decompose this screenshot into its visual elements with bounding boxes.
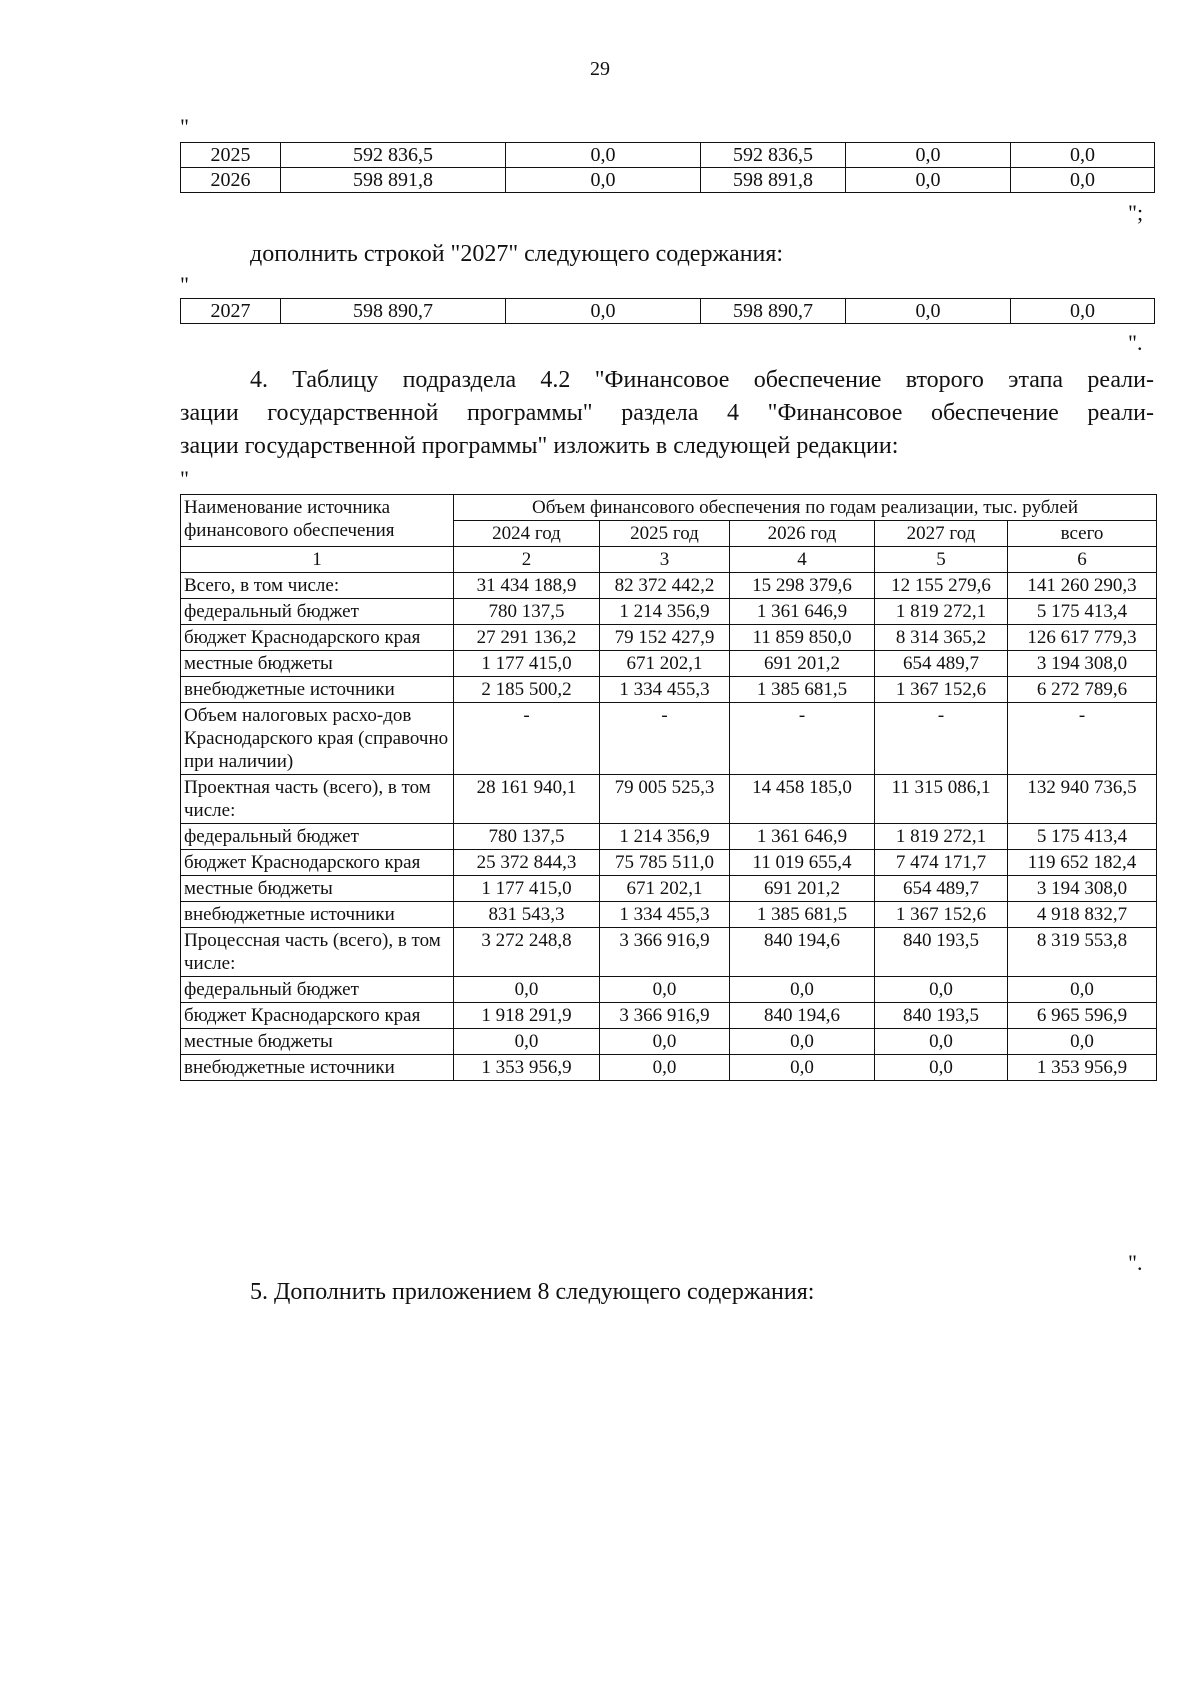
table-row bbox=[181, 928, 1157, 977]
table-row bbox=[181, 876, 1157, 902]
value-cell: 5 175 413,4 bbox=[1008, 599, 1157, 625]
value-cell: 780 137,5 bbox=[454, 824, 600, 850]
value-cell: 840 194,6 bbox=[730, 1003, 875, 1029]
value-cell: 75 785 511,0 bbox=[600, 850, 730, 876]
value-cell: 3 366 916,9 bbox=[600, 928, 730, 977]
value-cell: 27 291 136,2 bbox=[454, 625, 600, 651]
value-cell: 691 201,2 bbox=[730, 876, 875, 902]
row-label: Объем налоговых расхо-дов Краснодарского края (справочно при наличии) bbox=[181, 703, 454, 775]
value-cell: 126 617 779,3 bbox=[1008, 625, 1157, 651]
page-number: 29 bbox=[590, 58, 610, 80]
value-cell: 1 214 356,9 bbox=[600, 824, 730, 850]
closing-quote-period: ". bbox=[1128, 330, 1143, 355]
value-cell: 1 334 455,3 bbox=[600, 902, 730, 928]
value-cell: 1 361 646,9 bbox=[730, 824, 875, 850]
value-cell: 11 019 655,4 bbox=[730, 850, 875, 876]
value-cell: 1 819 272,1 bbox=[875, 824, 1008, 850]
value-cell: 1 214 356,9 bbox=[600, 599, 730, 625]
value-cell: 79 005 525,3 bbox=[600, 775, 730, 824]
value-cell: 6 272 789,6 bbox=[1008, 677, 1157, 703]
value-cell: 132 940 736,5 bbox=[1008, 775, 1157, 824]
value-cell: 691 201,2 bbox=[730, 651, 875, 677]
value-cell: 82 372 442,2 bbox=[600, 573, 730, 599]
table-row bbox=[181, 168, 1155, 193]
row-label: бюджет Краснодарского края bbox=[181, 850, 454, 876]
table-cell: 592 836,5 bbox=[281, 143, 506, 168]
value-cell: 840 193,5 bbox=[875, 928, 1008, 977]
value-cell: 8 319 553,8 bbox=[1008, 928, 1157, 977]
table-cell: 598 891,8 bbox=[281, 168, 506, 193]
table-years-2025-2026 bbox=[180, 142, 1155, 193]
table-row bbox=[181, 850, 1157, 876]
value-cell: 654 489,7 bbox=[875, 876, 1008, 902]
table-row bbox=[181, 977, 1157, 1003]
header-row-column-numbers bbox=[181, 547, 1157, 573]
header-column-number: 4 bbox=[730, 547, 875, 573]
header-column-number: 6 bbox=[1008, 547, 1157, 573]
value-cell: 0,0 bbox=[1008, 977, 1157, 1003]
table-cell: 0,0 bbox=[846, 299, 1011, 324]
value-cell: 6 965 596,9 bbox=[1008, 1003, 1157, 1029]
value-cell: 1 819 272,1 bbox=[875, 599, 1008, 625]
value-cell: 0,0 bbox=[875, 1055, 1008, 1081]
value-cell: 4 918 832,7 bbox=[1008, 902, 1157, 928]
value-cell: - bbox=[1008, 703, 1157, 775]
value-cell: 1 367 152,6 bbox=[875, 902, 1008, 928]
row-label: федеральный бюджет bbox=[181, 599, 454, 625]
value-cell: 79 152 427,9 bbox=[600, 625, 730, 651]
table-row bbox=[181, 824, 1157, 850]
table-row bbox=[181, 143, 1155, 168]
value-cell: 0,0 bbox=[600, 977, 730, 1003]
table-row bbox=[181, 599, 1157, 625]
value-cell: 1 353 956,9 bbox=[1008, 1055, 1157, 1081]
value-cell: 8 314 365,2 bbox=[875, 625, 1008, 651]
table-row bbox=[181, 1055, 1157, 1081]
value-cell: 1 361 646,9 bbox=[730, 599, 875, 625]
closing-quote-semicolon: "; bbox=[1128, 200, 1144, 225]
value-cell: 0,0 bbox=[454, 1029, 600, 1055]
row-label: Всего, в том числе: bbox=[181, 573, 454, 599]
table-cell: 0,0 bbox=[506, 168, 701, 193]
value-cell: - bbox=[600, 703, 730, 775]
text-add-row: дополнить строкой "2027" следующего содержания: bbox=[250, 241, 784, 267]
table-cell: 2027 bbox=[181, 299, 281, 324]
value-cell: 3 366 916,9 bbox=[600, 1003, 730, 1029]
value-cell: 5 175 413,4 bbox=[1008, 824, 1157, 850]
value-cell: 0,0 bbox=[600, 1055, 730, 1081]
value-cell: 14 458 185,0 bbox=[730, 775, 875, 824]
header-year: всего bbox=[1008, 521, 1157, 547]
financing-table bbox=[180, 494, 1157, 1081]
value-cell: 15 298 379,6 bbox=[730, 573, 875, 599]
row-label: местные бюджеты bbox=[181, 876, 454, 902]
row-label: федеральный бюджет bbox=[181, 977, 454, 1003]
value-cell: 31 434 188,9 bbox=[454, 573, 600, 599]
header-volume: Объем финансового обеспечения по годам реализации, тыс. рублей bbox=[454, 495, 1157, 521]
header-column-number: 2 bbox=[454, 547, 600, 573]
table-cell: 2025 bbox=[181, 143, 281, 168]
row-label: бюджет Краснодарского края bbox=[181, 1003, 454, 1029]
value-cell: 1 385 681,5 bbox=[730, 677, 875, 703]
value-cell: 671 202,1 bbox=[600, 876, 730, 902]
value-cell: 0,0 bbox=[730, 1029, 875, 1055]
header-year: 2027 год bbox=[875, 521, 1008, 547]
table-row bbox=[181, 703, 1157, 775]
header-year: 2025 год bbox=[600, 521, 730, 547]
value-cell: 840 193,5 bbox=[875, 1003, 1008, 1029]
table-cell: 0,0 bbox=[846, 143, 1011, 168]
value-cell: 0,0 bbox=[875, 977, 1008, 1003]
table-cell: 0,0 bbox=[506, 299, 701, 324]
value-cell: 0,0 bbox=[454, 977, 600, 1003]
value-cell: 1 177 415,0 bbox=[454, 651, 600, 677]
table-cell: 598 890,7 bbox=[701, 299, 846, 324]
header-row-1 bbox=[181, 495, 1157, 521]
header-column-number: 3 bbox=[600, 547, 730, 573]
table-row bbox=[181, 677, 1157, 703]
table-cell: 0,0 bbox=[1011, 299, 1155, 324]
value-cell: 119 652 182,4 bbox=[1008, 850, 1157, 876]
value-cell: 1 353 956,9 bbox=[454, 1055, 600, 1081]
value-cell: 25 372 844,3 bbox=[454, 850, 600, 876]
value-cell: 1 385 681,5 bbox=[730, 902, 875, 928]
table-cell: 598 891,8 bbox=[701, 168, 846, 193]
value-cell: 0,0 bbox=[875, 1029, 1008, 1055]
table-row bbox=[181, 1029, 1157, 1055]
opening-quote-3: " bbox=[180, 466, 189, 491]
para4-line2: зации государственной программы" раздела 4 "Финансовое обеспечение реали- bbox=[180, 400, 1154, 426]
value-cell: 831 543,3 bbox=[454, 902, 600, 928]
table-year-2027 bbox=[180, 298, 1155, 324]
value-cell: 1 334 455,3 bbox=[600, 677, 730, 703]
para4-line1: 4. Таблицу подраздела 4.2 "Финансовое обеспечение второго этапа реали- bbox=[250, 367, 1154, 393]
value-cell: 654 489,7 bbox=[875, 651, 1008, 677]
table-cell: 592 836,5 bbox=[701, 143, 846, 168]
header-source-name: Наименование источника финансового обеспечения bbox=[181, 495, 454, 547]
value-cell: 1 177 415,0 bbox=[454, 876, 600, 902]
row-label: федеральный бюджет bbox=[181, 824, 454, 850]
value-cell: - bbox=[730, 703, 875, 775]
value-cell: - bbox=[875, 703, 1008, 775]
value-cell: 1 918 291,9 bbox=[454, 1003, 600, 1029]
closing-quote-period-2: ". bbox=[1128, 1250, 1143, 1275]
value-cell: 3 272 248,8 bbox=[454, 928, 600, 977]
value-cell: 0,0 bbox=[730, 977, 875, 1003]
row-label: местные бюджеты bbox=[181, 1029, 454, 1055]
value-cell: 0,0 bbox=[1008, 1029, 1157, 1055]
table-row bbox=[181, 651, 1157, 677]
row-label: внебюджетные источники bbox=[181, 677, 454, 703]
opening-quote-2: " bbox=[180, 272, 189, 297]
row-label: Проектная часть (всего), в том числе: bbox=[181, 775, 454, 824]
value-cell: 3 194 308,0 bbox=[1008, 651, 1157, 677]
value-cell: 840 194,6 bbox=[730, 928, 875, 977]
value-cell: 7 474 171,7 bbox=[875, 850, 1008, 876]
value-cell: - bbox=[454, 703, 600, 775]
table-cell: 2026 bbox=[181, 168, 281, 193]
header-year: 2026 год bbox=[730, 521, 875, 547]
value-cell: 141 260 290,3 bbox=[1008, 573, 1157, 599]
row-label: Процессная часть (всего), в том числе: bbox=[181, 928, 454, 977]
table-row bbox=[181, 573, 1157, 599]
table-row bbox=[181, 902, 1157, 928]
table-cell: 598 890,7 bbox=[281, 299, 506, 324]
value-cell: 2 185 500,2 bbox=[454, 677, 600, 703]
value-cell: 11 315 086,1 bbox=[875, 775, 1008, 824]
row-label: местные бюджеты bbox=[181, 651, 454, 677]
header-column-number: 1 bbox=[181, 547, 454, 573]
header-column-number: 5 bbox=[875, 547, 1008, 573]
value-cell: 3 194 308,0 bbox=[1008, 876, 1157, 902]
value-cell: 12 155 279,6 bbox=[875, 573, 1008, 599]
value-cell: 671 202,1 bbox=[600, 651, 730, 677]
value-cell: 1 367 152,6 bbox=[875, 677, 1008, 703]
row-label: бюджет Краснодарского края bbox=[181, 625, 454, 651]
table-row bbox=[181, 775, 1157, 824]
table-row bbox=[181, 1003, 1157, 1029]
value-cell: 0,0 bbox=[730, 1055, 875, 1081]
value-cell: 780 137,5 bbox=[454, 599, 600, 625]
value-cell: 0,0 bbox=[600, 1029, 730, 1055]
opening-quote: " bbox=[180, 114, 189, 139]
value-cell: 11 859 850,0 bbox=[730, 625, 875, 651]
table-cell: 0,0 bbox=[846, 168, 1011, 193]
header-year: 2024 год bbox=[454, 521, 600, 547]
row-label: внебюджетные источники bbox=[181, 1055, 454, 1081]
row-label: внебюджетные источники bbox=[181, 902, 454, 928]
para5: 5. Дополнить приложением 8 следующего содержания: bbox=[250, 1279, 815, 1305]
table-cell: 0,0 bbox=[1011, 168, 1155, 193]
table-row bbox=[181, 299, 1155, 324]
table-cell: 0,0 bbox=[1011, 143, 1155, 168]
para4-line3: зации государственной программы" изложить в следующей редакции: bbox=[180, 433, 899, 459]
table-row bbox=[181, 625, 1157, 651]
value-cell: 28 161 940,1 bbox=[454, 775, 600, 824]
table-cell: 0,0 bbox=[506, 143, 701, 168]
